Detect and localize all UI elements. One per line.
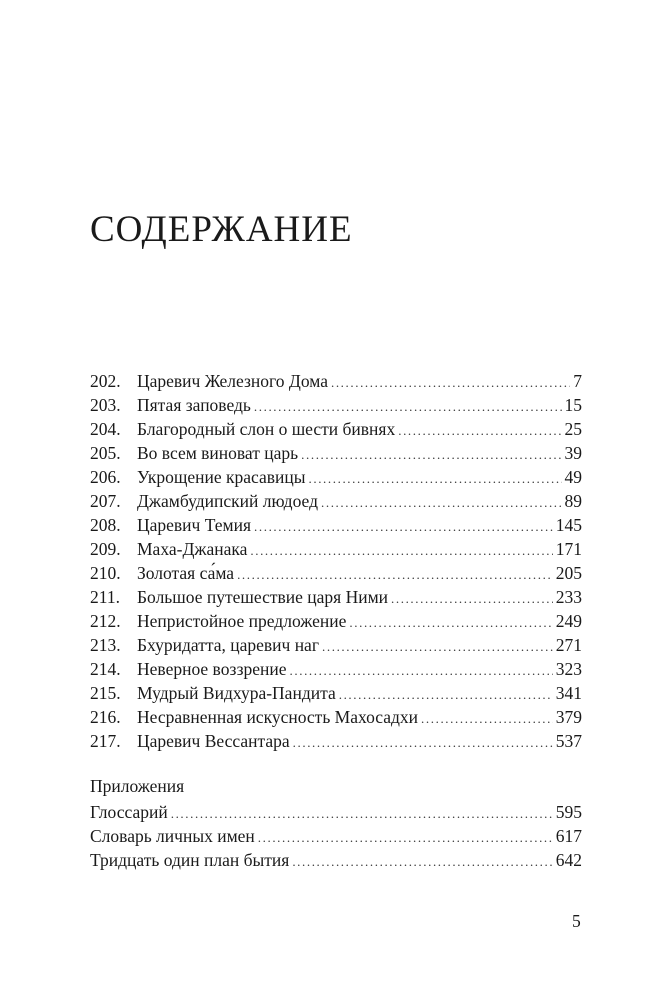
toc-entry <box>90 609 582 633</box>
toc-entry-page: 249 <box>555 611 582 631</box>
toc-entry-page: 379 <box>555 707 582 727</box>
dot-leader <box>237 563 553 587</box>
toc-entry-page: 205 <box>555 563 582 583</box>
toc-entry-title: Во всем виноват царь <box>137 443 299 463</box>
toc-entry-page: 233 <box>555 587 582 607</box>
toc-entry-title: Укрощение красавицы <box>137 467 306 487</box>
dot-leader <box>339 683 553 707</box>
toc-entry-page: 341 <box>555 683 582 703</box>
toc-entry-number: 209. <box>90 539 121 559</box>
toc-entry-title: Золотая са́ма <box>137 563 235 583</box>
toc-list <box>90 369 582 753</box>
dot-leader <box>254 395 562 419</box>
toc-entry <box>90 729 582 753</box>
toc-entry <box>90 537 582 561</box>
appendix-entry-title: Глоссарий <box>90 802 168 822</box>
appendix-heading: Приложения <box>90 776 185 796</box>
toc-entry-number: 217. <box>90 731 121 751</box>
dot-leader <box>254 515 553 539</box>
toc-entry <box>90 633 582 657</box>
toc-entry <box>90 657 582 681</box>
dot-leader <box>258 826 553 850</box>
dot-leader <box>250 539 552 563</box>
dot-leader <box>290 659 553 683</box>
toc-entry-number: 203. <box>90 395 121 415</box>
toc-entry-page: 537 <box>555 731 582 751</box>
toc-entry-title: Царевич Вессантара <box>137 731 290 751</box>
appendix-entry-page: 617 <box>555 826 582 846</box>
toc-entry-number: 204. <box>90 419 121 439</box>
dot-leader <box>293 731 553 755</box>
toc-entry-title: Царевич Железного Дома <box>137 371 328 391</box>
page-title: СОДЕРЖАНИЕ <box>90 209 353 250</box>
toc-entry <box>90 393 582 417</box>
toc-entry-page: 323 <box>555 659 582 679</box>
dot-leader <box>322 635 553 659</box>
toc-entry-page: 25 <box>564 419 582 439</box>
dot-leader <box>301 443 561 467</box>
toc-entry-number: 213. <box>90 635 121 655</box>
toc-entry <box>90 681 582 705</box>
dot-leader <box>349 611 552 635</box>
dot-leader <box>398 419 561 443</box>
toc-entry <box>90 513 582 537</box>
appendix-entry-page: 595 <box>555 802 582 822</box>
toc-entry-title: Большое путешествие царя Ними <box>137 587 389 607</box>
toc-entry-title: Маха-Джанака <box>137 539 248 559</box>
toc-entry-page: 171 <box>555 539 582 559</box>
toc-entry-page: 89 <box>564 491 582 511</box>
toc-entry-page: 271 <box>555 635 582 655</box>
toc-entry-page: 39 <box>564 443 582 463</box>
dot-leader <box>309 467 562 491</box>
appendix-entry <box>90 848 582 872</box>
dot-leader <box>171 802 553 826</box>
toc-entry <box>90 441 582 465</box>
dot-leader <box>292 850 552 874</box>
dot-leader <box>391 587 553 611</box>
toc-entry <box>90 705 582 729</box>
toc-entry <box>90 369 582 393</box>
dot-leader <box>321 491 562 515</box>
toc-entry-page: 49 <box>564 467 582 487</box>
toc-entry-number: 208. <box>90 515 121 535</box>
appendix-entry-title: Тридцать один план бытия <box>90 850 290 870</box>
toc-entry <box>90 489 582 513</box>
appendix-entry <box>90 800 582 824</box>
toc-entry-title: Джамбудипский людоед <box>137 491 318 511</box>
toc-entry <box>90 417 582 441</box>
toc-entry-title: Бхуридатта, царевич наг <box>137 635 320 655</box>
toc-entry-number: 216. <box>90 707 121 727</box>
toc-entry-title: Мудрый Видхура-Пандита <box>137 683 336 703</box>
toc-entry-number: 210. <box>90 563 121 583</box>
appendix-entry-page: 642 <box>555 850 582 870</box>
toc-entry-number: 206. <box>90 467 121 487</box>
appendix-section <box>90 774 582 872</box>
toc-entry-title: Царевич Темия <box>137 515 252 535</box>
toc-entry-number: 207. <box>90 491 121 511</box>
toc-entry-number: 202. <box>90 371 121 391</box>
dot-leader <box>421 707 553 731</box>
toc-entry-title: Благородный слон о шести бивнях <box>137 419 396 439</box>
toc-entry <box>90 561 582 585</box>
toc-entry-page: 145 <box>555 515 582 535</box>
toc-entry-title: Непристойное предложение <box>137 611 347 631</box>
toc-entry-title: Неверное воззрение <box>137 659 287 679</box>
toc-entry-number: 215. <box>90 683 121 703</box>
toc-entry-title: Несравненная искусность Махосадхи <box>137 707 419 727</box>
dot-leader <box>331 371 570 395</box>
toc-entry-number: 212. <box>90 611 121 631</box>
toc-entry-number: 214. <box>90 659 121 679</box>
toc-entry <box>90 585 582 609</box>
toc-entry-page: 7 <box>573 371 582 391</box>
toc-entry-number: 205. <box>90 443 121 463</box>
appendix-entry <box>90 824 582 848</box>
toc-entry-title: Пятая заповедь <box>137 395 251 415</box>
appendix-entry-title: Словарь личных имен <box>90 826 255 846</box>
page-number: 5 <box>572 911 581 931</box>
toc-entry-page: 15 <box>564 395 582 415</box>
toc-entry-number: 211. <box>90 587 120 607</box>
toc-entry <box>90 465 582 489</box>
